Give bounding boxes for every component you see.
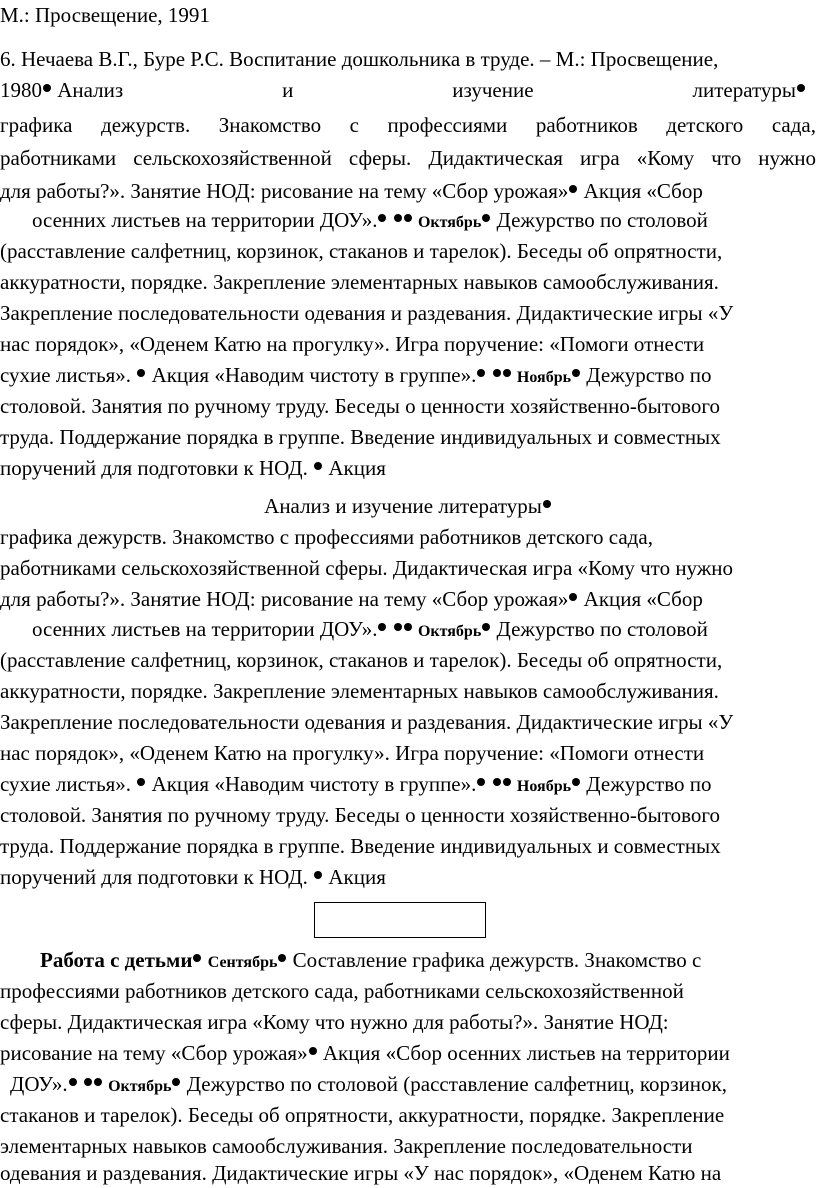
paragraph-line: одевания и раздевания. Дидактические игры «У нас порядок», «Оденем Катю на [0, 1161, 722, 1185]
bullet-icon [572, 778, 580, 786]
paragraph-line: (расставление салфетниц, корзинок, стаканов и тарелок). Беседы об опрятности, [0, 648, 723, 672]
bullet-icon [94, 1078, 102, 1086]
paragraph-line: поручений для подготовки к НОД. Акция [0, 865, 386, 889]
bullet-icon [543, 500, 551, 508]
bullet-icon [278, 954, 286, 962]
bullet-icon [314, 871, 322, 879]
bullet-icon [477, 778, 485, 786]
paragraph-line: стаканов и тарелок). Беседы об опрятности, аккуратности, порядке. Закрепление [0, 1103, 725, 1127]
paragraph-line: аккуратности, порядке. Закрепление элементарных навыков самообслуживания. [0, 270, 719, 294]
paragraph-line: работниками сельскохозяйственной сферы. Дидактическая игра «Кому что нужно [0, 556, 734, 580]
bullet-icon [172, 1078, 180, 1086]
bullet-icon [493, 778, 501, 786]
paragraph-line: профессиями работников детского сада, работниками сельскохозяйственной [0, 979, 684, 1003]
bullet-icon [569, 593, 577, 601]
bullet-icon [84, 1078, 92, 1086]
paragraph-line: осенних листьев на территории ДОУ». Октябрь Дежурство по столовой [32, 208, 708, 232]
bullet-icon [404, 623, 412, 631]
paragraph-line: элементарных навыков самообслуживания. Закрепление последовательности [0, 1134, 693, 1158]
bullet-icon [309, 1047, 317, 1055]
reference-6-line: 6. Нечаева В.Г., Буре Р.С. Воспитание дошкольника в труде. – М.: Просвещение, [0, 47, 719, 71]
paragraph-line: для работы?». Занятие НОД: рисование на тему «Сбор урожая» Акция «Сбор [0, 587, 703, 611]
bullet-icon [477, 369, 485, 377]
paragraph-line: работниками сельскохозяйственной сферы. Дидактическая игра «Кому что нужно [0, 146, 816, 170]
paragraph-line: столовой. Занятия по ручному труду. Беседы о ценности хозяйственно-бытового [0, 394, 720, 418]
bullet-icon [137, 369, 145, 377]
bullet-icon [394, 623, 402, 631]
bullet-icon [43, 84, 51, 92]
empty-frame [314, 902, 486, 938]
bullet-icon [493, 369, 501, 377]
paragraph-line: графика дежурств. Знакомство с профессиями работников детского сада, [0, 525, 653, 549]
paragraph-line: аккуратности, порядке. Закрепление элементарных навыков самообслуживания. [0, 679, 719, 703]
paragraph-line: труда. Поддержание порядка в группе. Введение индивидуальных и совместных [0, 425, 721, 449]
bullet-icon [482, 623, 490, 631]
paragraph-line: Закрепление последовательности одевания и раздевания. Дидактические игры «У [0, 710, 734, 734]
paragraph-line: (расставление салфетниц, корзинок, стаканов и тарелок). Беседы об опрятности, [0, 239, 723, 263]
publisher-line: М.: Просвещение, 1991 [0, 3, 210, 27]
paragraph-line: осенних листьев на территории ДОУ». Октябрь Дежурство по столовой [32, 617, 708, 641]
bullet-icon [378, 623, 386, 631]
bullet-icon [394, 214, 402, 222]
analysis-heading: Анализ и изучение литературы [0, 491, 816, 521]
bullet-icon [404, 214, 412, 222]
bullet-icon [503, 778, 511, 786]
paragraph-line: сферы. Дидактическая игра «Кому что нужно для работы?». Занятие НОД: [0, 1010, 669, 1034]
bullet-icon [69, 1078, 77, 1086]
bullet-icon [572, 369, 580, 377]
paragraph-line: сухие листья». Акция «Наводим чистоту в группе». Ноябрь Дежурство по [0, 363, 712, 387]
paragraph-line: нас порядок», «Оденем Катю на прогулку». Игра поручение: «Помоги отнести [0, 332, 705, 356]
bullet-icon [482, 214, 490, 222]
paragraph-line: нас порядок», «Оденем Катю на прогулку». Игра поручение: «Помоги отнести [0, 741, 705, 765]
bullet-icon [137, 778, 145, 786]
paragraph-line: сухие листья». Акция «Наводим чистоту в группе». Ноябрь Дежурство по [0, 772, 712, 796]
bullet-icon [378, 214, 386, 222]
paragraph-line: Закрепление последовательности одевания и раздевания. Дидактические игры «У [0, 301, 734, 325]
bullet-icon [569, 185, 577, 193]
paragraph-line: поручений для подготовки к НОД. Акция [0, 456, 386, 480]
bullet-icon [193, 954, 201, 962]
analysis-line: 1980 Анализ и изучение литературы [0, 75, 816, 105]
paragraph-line: графика дежурств. Знакомство с профессиями работников детского сада, [0, 113, 816, 137]
paragraph-line: рисование на тему «Сбор урожая» Акция «Сбор осенних листьев на территории [0, 1041, 730, 1065]
paragraph-line: для работы?». Занятие НОД: рисование на тему «Сбор урожая» Акция «Сбор [0, 179, 703, 203]
paragraph-line: ДОУ». Октябрь Дежурство по столовой (расставление салфетниц, корзинок, [10, 1072, 727, 1096]
paragraph-line: столовой. Занятия по ручному труду. Беседы о ценности хозяйственно-бытового [0, 803, 720, 827]
bullet-icon [797, 84, 805, 92]
paragraph-line: Работа с детьми Сентябрь Составление графика дежурств. Знакомство с [40, 948, 702, 972]
bullet-icon [503, 369, 511, 377]
paragraph-line: труда. Поддержание порядка в группе. Введение индивидуальных и совместных [0, 834, 721, 858]
bullet-icon [314, 462, 322, 470]
